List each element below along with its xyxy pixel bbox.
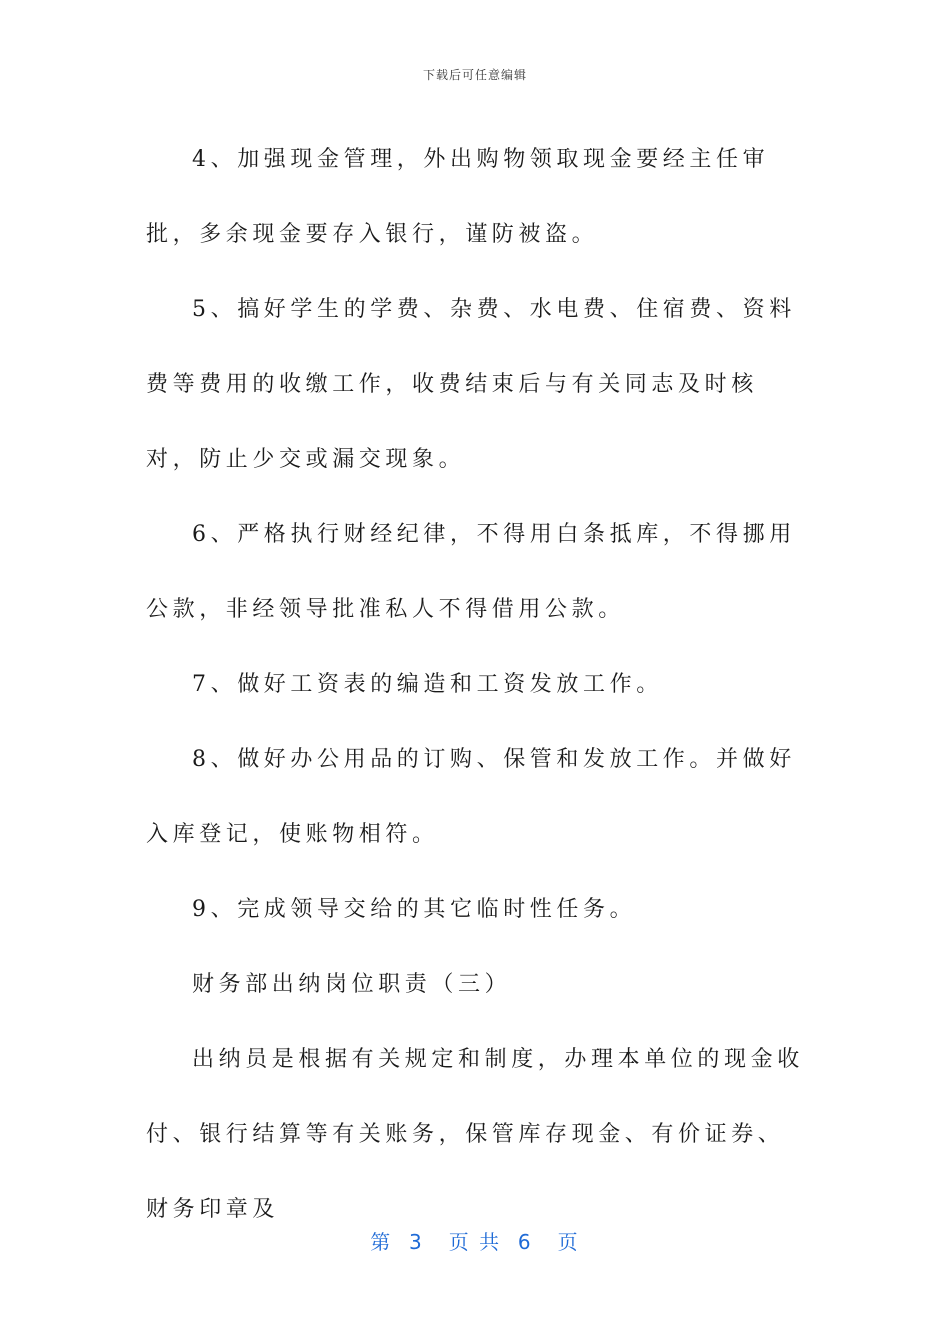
- paragraph-item-8: 8、做好办公用品的订购、保管和发放工作。并做好入库登记，使账物相符。: [146, 747, 796, 847]
- paragraph-item-9: 9、完成领导交给的其它临时性任务。: [192, 897, 637, 922]
- paragraph-intro: 出纳员是根据有关规定和制度，办理本单位的现金收付、银行结算等有关账务，保管库存现金、有价证券、财务印章及: [146, 1047, 804, 1222]
- header-note: 下载后可任意编辑: [422, 68, 527, 82]
- paragraph-item-6: 6、严格执行财经纪律，不得用白条抵库，不得挪用公款，非经领导批准私人不得借用公款。: [146, 522, 796, 622]
- paragraph-item-7: 7、做好工资表的编造和工资发放工作。: [192, 672, 663, 697]
- page-number-footer: 第 3 页 共 6 页: [370, 1230, 580, 1254]
- document-body: [146, 122, 806, 1247]
- paragraph-item-5: 5、搞好学生的学费、杂费、水电费、住宿费、资料费等费用的收缴工作，收费结束后与有关同志及时核对，防止少交或漏交现象。: [146, 297, 796, 472]
- paragraph-item-4: 4、加强现金管理，外出购物领取现金要经主任审批，多余现金要存入银行，谨防被盗。: [146, 147, 770, 247]
- section-heading: 财务部出纳岗位职责（三）: [192, 972, 512, 997]
